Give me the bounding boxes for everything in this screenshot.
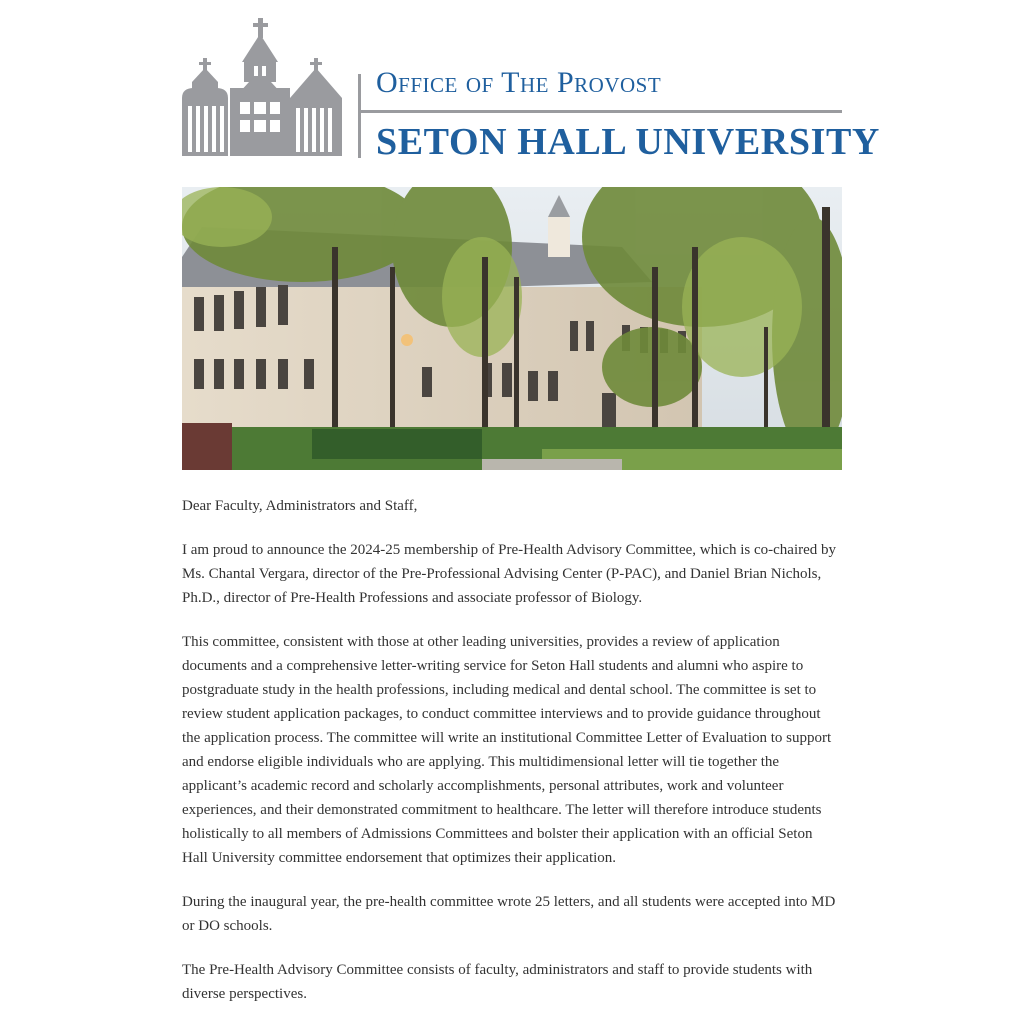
logo-divider-horizontal <box>358 110 842 113</box>
letter-paragraph: This committee, consistent with those at other leading universities, provides a review of application documents and a comprehensive letter-writing service for Seton Hall students and alumni who aspire to postgraduate study in the health professions, including medical and dental school. The committee is set to review student application packages, to conduct committee interviews and to provide guidance throughout the application process. The committee will write an institutional Committee Letter of Evaluation to support and endorse eligible individuals who are applying. This multidimensional letter will tie together the applicant’s academic record and scholarly accomplishments, personal attributes, work and volunteer experiences, and their demonstrated commitment to healthcare. The letter will therefore introduce students holistically to all members of Admissions Committees and bolster their application with an official Seton Hall University committee endorsement that optimizes their application. <box>182 634 832 866</box>
letter-greeting: Dear Faculty, Administrators and Staff, <box>182 498 418 514</box>
letter-paragraph: During the inaugural year, the pre-health committee wrote 25 letters, and all students were accepted into MD or DO schools. <box>182 894 836 934</box>
header-banner <box>182 0 880 170</box>
letter-paragraph: I am proud to announce the 2024-25 membership of Pre-Health Advisory Committee, which is co-chaired by Ms. Chantal Vergara, director of the Pre-Professional Advising Center (P-PAC), and Daniel Brian Nichols, Ph.D., director of Pre-Health Professions and associate professor of Biology. <box>182 542 837 606</box>
letter-paragraph: The Pre-Health Advisory Committee consists of faculty, administrators and staff to provide students with diverse perspectives. <box>182 962 813 1002</box>
university-name: SETON HALL UNIVERSITY <box>376 121 880 163</box>
letter-body <box>182 494 842 1024</box>
logo-divider-vertical <box>358 74 361 158</box>
office-title: Office of The Provost <box>376 66 662 99</box>
campus-building-photo <box>182 187 842 470</box>
church-towers-logo-icon <box>182 18 342 158</box>
content-column <box>182 0 880 1002</box>
